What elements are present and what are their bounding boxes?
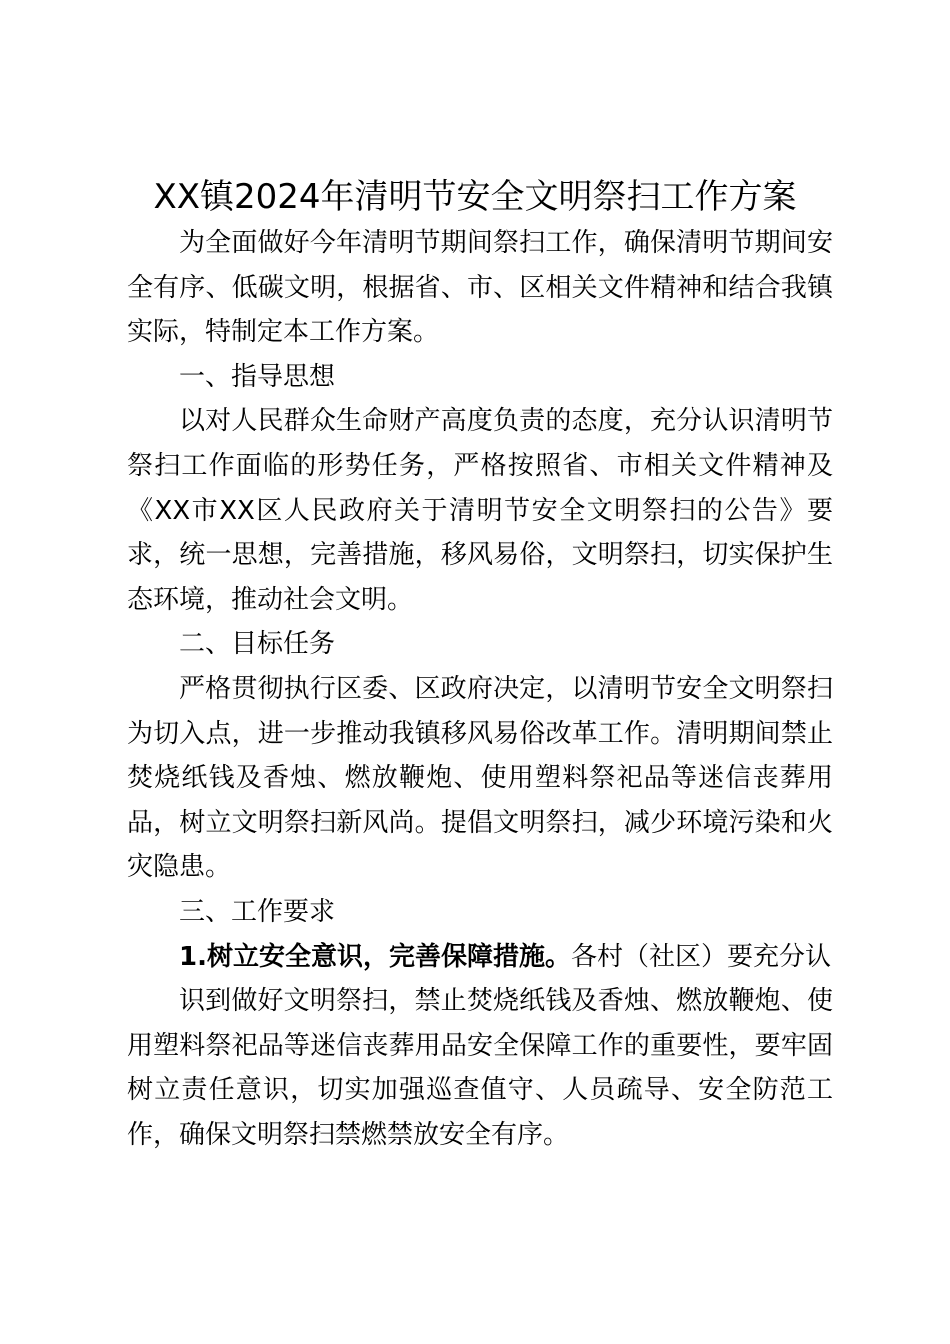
document-title: XX镇2024年清明节安全文明祭扫工作方案 (153, 177, 797, 217)
document-body (127, 221, 833, 1157)
paragraph-line: 作，确保文明祭扫禁燃禁放安全有序。 (127, 1119, 570, 1150)
paragraph-line: 焚烧纸钱及香烛、燃放鞭炮、使用塑料祭祀品等迷信丧葬用 (127, 763, 833, 794)
section-heading: 二、目标任务 (179, 629, 336, 660)
paragraph-text: 各村（社区）要充分认 (570, 941, 831, 972)
paragraph-line: 严格贯彻执行区委、区政府决定，以清明节安全文明祭扫 (179, 673, 833, 704)
paragraph-line: 为切入点，进一步推动我镇移风易俗改革工作。清明期间禁止 (127, 718, 833, 749)
paragraph-line: 全有序、低碳文明，根据省、市、区相关文件精神和结合我镇 (127, 272, 833, 303)
paragraph-line: 品，树立文明祭扫新风尚。提倡文明祭扫，减少环境污染和火 (127, 807, 833, 838)
paragraph-line: 求，统一思想，完善措施，移风易俗，文明祭扫，切实保护生 (127, 540, 833, 571)
bold-lead-text: 1.树立安全意识，完善保障措施。 (179, 941, 571, 972)
paragraph-line: 态环境，推动社会文明。 (127, 584, 414, 615)
paragraph-line: 用塑料祭祀品等迷信丧葬用品安全保障工作的重要性，要牢固 (127, 1030, 833, 1061)
paragraph-line: 识到做好文明祭扫，禁止焚烧纸钱及香烛、燃放鞭炮、使 (179, 986, 833, 1017)
paragraph-line: 祭扫工作面临的形势任务，严格按照省、市相关文件精神及 (127, 450, 833, 481)
paragraph-line: 树立责任意识，切实加强巡查值守、人员疏导、安全防范工 (127, 1075, 833, 1106)
section-heading: 三、工作要求 (179, 896, 336, 927)
paragraph-line: 《XX市XX区人民政府关于清明节安全文明祭扫的公告》要 (127, 495, 833, 526)
paragraph-line (127, 935, 833, 980)
section-heading: 一、指导思想 (179, 361, 336, 392)
paragraph-line: 以对人民群众生命财产高度负责的态度，充分认识清明节 (179, 406, 833, 437)
paragraph-line: 实际，特制定本工作方案。 (127, 317, 440, 348)
paragraph-line: 灾隐患。 (127, 852, 232, 883)
paragraph-line: 为全面做好今年清明节期间祭扫工作，确保清明节期间安 (179, 228, 833, 258)
